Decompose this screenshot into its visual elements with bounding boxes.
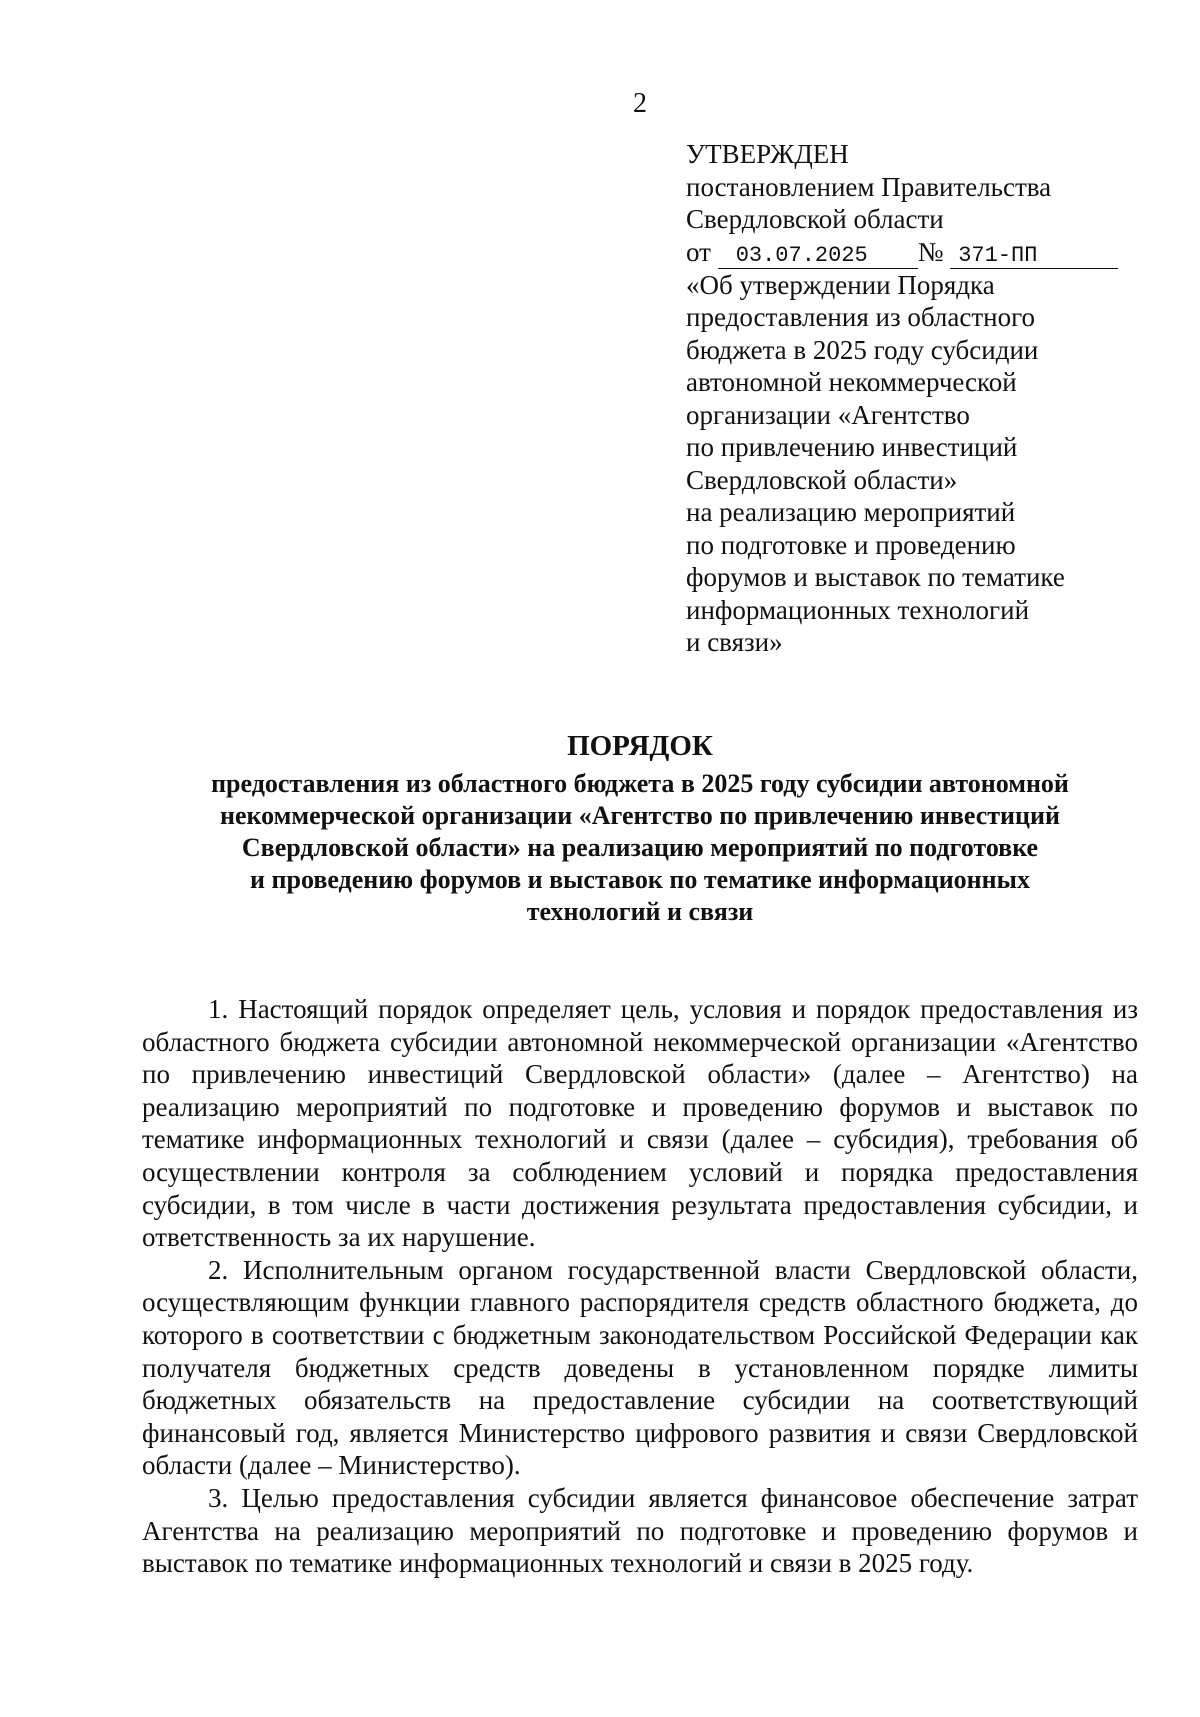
approval-date-line <box>686 236 1156 269</box>
approval-about-line: бюджета в 2025 году субсидии <box>686 334 1039 365</box>
approval-about-line: автономной некоммерческой <box>686 367 1017 397</box>
document-title: ПОРЯДОК <box>567 730 713 762</box>
paragraph-2: 2. Исполнительным органом государственной власти Свердловской области, осуществляющим функции главного распорядителя средств областного бюджета, до которого в соответствии с бюджетным законодательством Российской Федерации как получателя бюджетных средств доведены в установленном порядке лимиты бюджетных обязательств на предоставление субсидии на соответствующий финансовый год, является Министерство цифрового развития и связи Свердловской области (далее – Министерство). <box>142 1254 1138 1481</box>
paragraph-3: 3. Целью предоставления субсидии является финансовое обеспечение затрат Агентства на реализацию мероприятий по подготовке и проведению форумов и выставок по тематике информационных технологий и связи в 2025 году. <box>142 1482 1138 1579</box>
subtitle-line: некоммерческой организации «Агентство по привлечению инвестиций <box>220 801 1060 830</box>
page-number: 2 <box>633 88 647 119</box>
approval-about-line: организации «Агентство <box>686 399 970 430</box>
subtitle-line: и проведению форумов и выставок по тематике информационных <box>250 865 1030 894</box>
approval-about-line: по подготовке и проведению <box>686 529 1016 560</box>
approval-line-1: постановлением Правительства <box>686 171 1052 202</box>
paragraph-1: 1. Настоящий порядок определяет цель, условия и порядок предоставления из областного бюджета субсидии автономной некоммерческой организации «Агентство по привлечению инвестиций Свердловской области» (далее – Агентство) на реализацию мероприятий по подготовке и проведению форумов и выставок по тематике информационных технологий и связи (далее – субсидия), требования об осуществлении контроля за соблюдением условий и порядка предоставления субсидии, в том числе в части достижения результата предоставления субсидии, и ответственность за их нарушение. <box>142 994 1138 1253</box>
approval-about-line: предоставления из областного <box>686 302 1036 332</box>
subtitle-line: технологий и связи <box>526 897 754 926</box>
approval-about-line: форумов и выставок по тематике <box>686 562 1065 592</box>
date-prefix: от <box>686 236 711 267</box>
document-body <box>142 993 1138 1580</box>
number-prefix: № <box>917 236 944 267</box>
approval-about-line: информационных технологий <box>686 594 1030 625</box>
approval-about-line: Свердловской области» <box>686 464 958 495</box>
approval-about-line: и связи» <box>686 627 783 657</box>
approval-status: УТВЕРЖДЕН <box>686 139 849 169</box>
document-subtitle <box>142 768 1138 928</box>
approval-number: 371-ПП <box>950 244 1118 269</box>
subtitle-line: Свердловской области» на реализацию мероприятий по подготовке <box>241 833 1039 862</box>
subtitle-line: предоставления из областного бюджета в 2025 году субсидии автономной <box>211 769 1069 798</box>
approval-about-line: «Об утверждении Порядка <box>686 269 995 300</box>
approval-about-line: по привлечению инвестиций <box>686 432 1018 462</box>
document-title-block <box>142 728 1138 928</box>
approval-line-2: Свердловской области <box>686 204 944 234</box>
approval-about-line: на реализацию мероприятий <box>686 497 1016 527</box>
approval-block <box>686 138 1156 659</box>
approval-date: 03.07.2025 <box>718 244 918 269</box>
